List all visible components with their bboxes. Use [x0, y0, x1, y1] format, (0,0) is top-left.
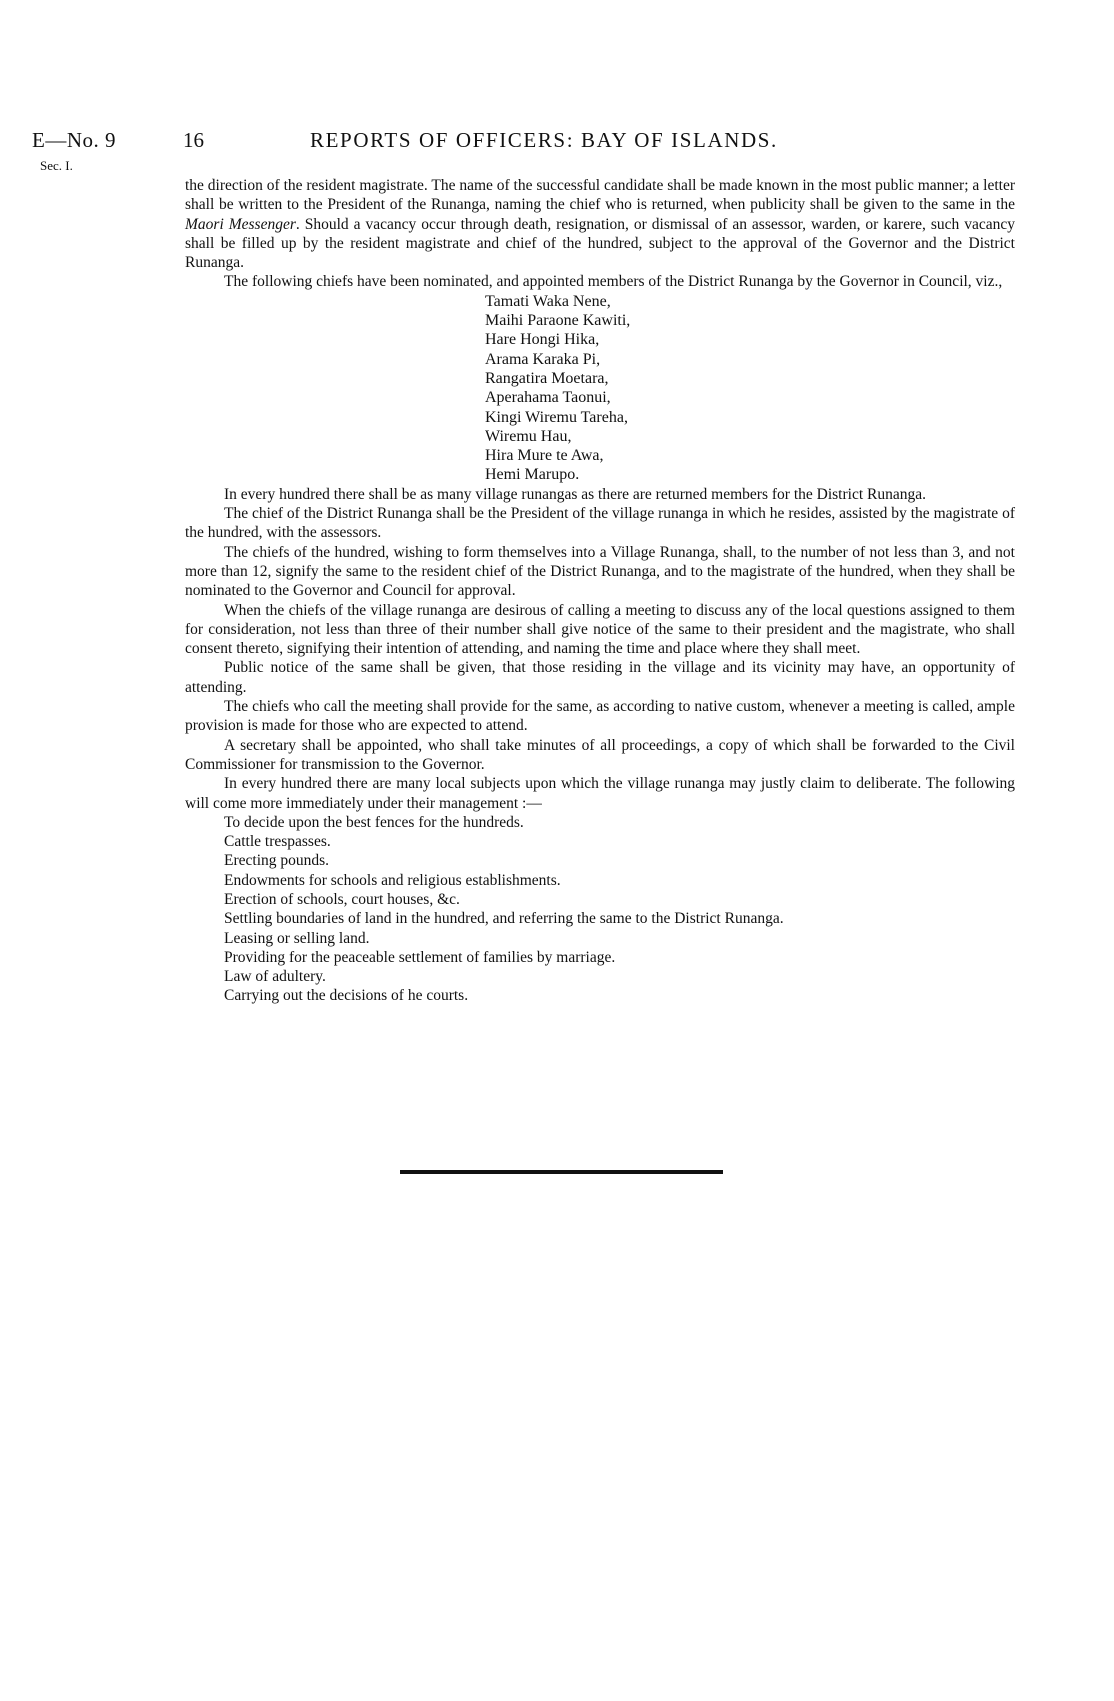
- subject-item: Settling boundaries of land in the hundred, and referring the same to the District Runanga.: [224, 910, 784, 928]
- paragraph-direction-text: the direction of the resident magistrate. The name of the successful candidate shall be made known in the most public manner; a letter shall be written to the President of the Runanga, naming the chief who is returned, when publicity shall be given to the same in the: [185, 177, 1015, 214]
- paragraph-provision: The chiefs who call the meeting shall provide for the same, as according to native custom, whenever a meeting is called, ample provision is made for those who are expected to attend.: [185, 698, 1015, 735]
- chief-name: Arama Karaka Pi,: [485, 350, 601, 368]
- paragraph-forming-runanga: The chiefs of the hundred, wishing to form themselves into a Village Runanga, shall, to the number of not less than 3, and not more than 12, signify the same to the resident chief of the District Runanga, and to the magistrate of the hundred, when they shall be nominated to the Governor and Council for approval.: [185, 543, 1015, 600]
- series-number: E—No. 9: [32, 128, 116, 152]
- subject-item: Erection of schools, court houses, &c.: [224, 890, 460, 908]
- chief-name: Maihi Paraone Kawiti,: [485, 312, 631, 330]
- chiefs-list: [485, 292, 1015, 485]
- paragraph-calling-meeting: When the chiefs of the village runanga are desirous of calling a meeting to discuss any of the local questions assigned to them for consideration, not less than three of their number shall give notice of the same to their president and the magistrate, who shall consent thereto, signifying their intention of attending, and naming the time and place where they shall meet.: [185, 601, 1015, 658]
- paragraph-village-runangas: In every hundred there shall be as many village runangas as there are returned members for the District Runanga.: [224, 485, 926, 503]
- subject-item: Endowments for schools and religious establishments.: [224, 871, 561, 889]
- paragraph-direction: [185, 176, 1015, 272]
- subject-item: Cattle trespasses.: [224, 833, 331, 851]
- page-title: REPORTS OF OFFICERS: BAY OF ISLANDS.: [310, 128, 778, 152]
- subject-item: Erecting pounds.: [224, 852, 330, 870]
- subject-item: Law of adultery.: [224, 968, 326, 986]
- page-number: 16: [183, 128, 204, 152]
- closing-rule: [400, 1170, 723, 1174]
- chief-name: Aperahama Taonui,: [485, 389, 611, 407]
- chief-name: Hira Mure te Awa,: [485, 447, 604, 465]
- paragraph-president: The chief of the District Runanga shall be the President of the village runanga in which he resides, assisted by the magistrate of the hundred, with the assessors.: [185, 505, 1015, 542]
- paragraph-nominated-chiefs: The following chiefs have been nominated, and appointed members of the District Runanga by the Governor in Council, viz.,: [224, 273, 1003, 291]
- section-label: Sec. I.: [40, 158, 73, 173]
- chief-name: Hare Hongi Hika,: [485, 331, 600, 349]
- subject-item: Leasing or selling land.: [224, 929, 370, 947]
- chief-name: Kingi Wiremu Tareha,: [485, 408, 628, 426]
- subject-item: To decide upon the best fences for the hundreds.: [224, 813, 524, 831]
- chief-name: Tamati Waka Nene,: [485, 292, 611, 310]
- subject-item: Carrying out the decisions of he courts.: [224, 987, 469, 1005]
- document-body: [185, 176, 1015, 1006]
- maori-messenger-title: Maori Messenger: [185, 215, 296, 233]
- subjects-list: [224, 813, 1015, 1006]
- paragraph-vacancy-text: . Should a vacancy occur through death, resignation, or dismissal of an assessor, warden, or karere, such vacancy shall be filled up by the resident magistrate and chief of the hundred, subject to the approval of the Governor and the District Runanga.: [185, 215, 1015, 272]
- chief-name: Hemi Marupo.: [485, 466, 580, 484]
- subject-item: Providing for the peaceable settlement of families by marriage.: [224, 948, 616, 966]
- paragraph-local-subjects: In every hundred there are many local subjects upon which the village runanga may justly claim to deliberate. The following will come more immediately under their management :—: [185, 775, 1015, 812]
- chief-name: Rangatira Moetara,: [485, 369, 609, 387]
- paragraph-secretary: A secretary shall be appointed, who shall take minutes of all proceedings, a copy of which shall be forwarded to the Civil Commissioner for transmission to the Governor.: [185, 736, 1015, 773]
- chief-name: Wiremu Hau,: [485, 427, 572, 445]
- paragraph-public-notice: Public notice of the same shall be given, that those residing in the village and its vicinity may have, an opportunity of attending.: [185, 659, 1015, 696]
